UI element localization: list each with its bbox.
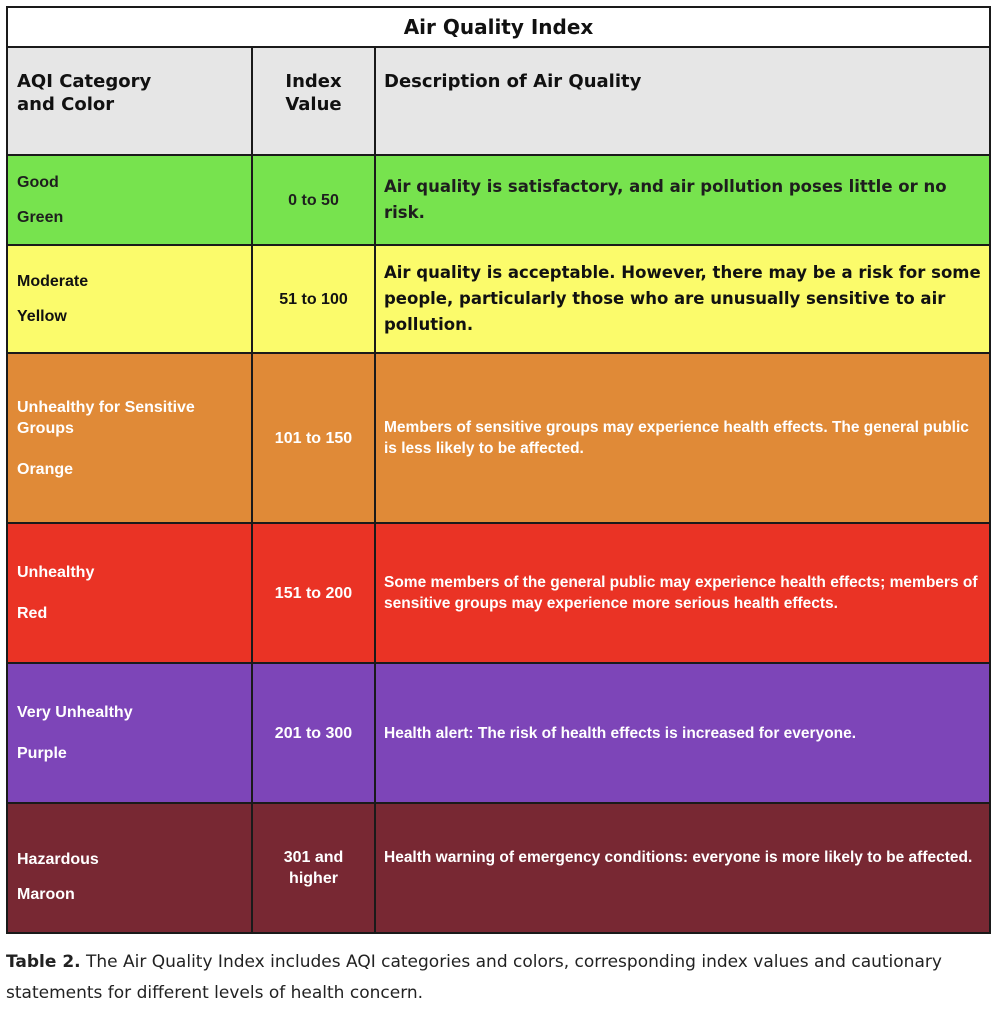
description-cell: Air quality is satisfactory, and air pollution poses little or no risk. xyxy=(375,155,990,245)
header-category xyxy=(7,47,252,155)
header-row xyxy=(7,47,990,155)
aqi-table xyxy=(6,6,991,934)
category-cell xyxy=(7,663,252,803)
header-description-label: Description of Air Quality xyxy=(384,71,642,92)
index-value: 101 to 150 xyxy=(252,353,375,523)
index-value: 201 to 300 xyxy=(252,663,375,803)
header-index xyxy=(252,47,375,155)
header-index-label: Index Value xyxy=(285,71,342,115)
category-cell xyxy=(7,523,252,663)
category-cell xyxy=(7,353,252,523)
table-row xyxy=(7,803,990,933)
table-row xyxy=(7,353,990,523)
table-row xyxy=(7,245,990,353)
description-cell: Some members of the general public may experience health effects; members of sensitive groups may experience more serious health effects. xyxy=(375,523,990,663)
category-color-name: Purple xyxy=(17,745,67,762)
category-cell xyxy=(7,245,252,353)
table-row xyxy=(7,155,990,245)
description-cell: Members of sensitive groups may experience health effects. The general public is less likely to be affected. xyxy=(375,353,990,523)
category-name: Very Unhealthy xyxy=(17,704,133,721)
category-name: Hazardous xyxy=(17,851,99,868)
table-row xyxy=(7,523,990,663)
index-value: 0 to 50 xyxy=(252,155,375,245)
header-description xyxy=(375,47,990,155)
category-color-name: Yellow xyxy=(17,308,67,325)
table-row xyxy=(7,663,990,803)
index-value: 301 and higher xyxy=(252,803,375,933)
category-color-name: Green xyxy=(17,209,64,226)
caption-text: The Air Quality Index includes AQI categories and colors, corresponding index values and cautionary statements for different levels of health concern. xyxy=(6,952,942,1003)
header-category-label: AQI Category and Color xyxy=(17,71,152,115)
category-name: Good xyxy=(17,174,59,191)
table-caption xyxy=(6,947,966,1009)
category-cell xyxy=(7,155,252,245)
caption-label: Table 2. xyxy=(6,952,81,972)
category-color-name: Orange xyxy=(17,460,74,478)
description-cell: Health alert: The risk of health effects is increased for everyone. xyxy=(375,663,990,803)
category-name: Moderate xyxy=(17,273,89,290)
index-value: 51 to 100 xyxy=(252,245,375,353)
category-color-name: Red xyxy=(17,605,48,622)
description-cell: Health warning of emergency conditions: everyone is more likely to be affected. xyxy=(375,803,990,933)
category-name: Unhealthy for Sensitive Groups xyxy=(17,398,195,437)
category-name: Unhealthy xyxy=(17,564,95,581)
description-cell: Air quality is acceptable. However, there may be a risk for some people, particularly those who are unusually sensitive to air pollution. xyxy=(375,245,990,353)
table-title: Air Quality Index xyxy=(7,7,990,47)
category-cell xyxy=(7,803,252,933)
category-color-name: Maroon xyxy=(17,886,75,903)
title-row xyxy=(7,7,990,47)
index-value: 151 to 200 xyxy=(252,523,375,663)
